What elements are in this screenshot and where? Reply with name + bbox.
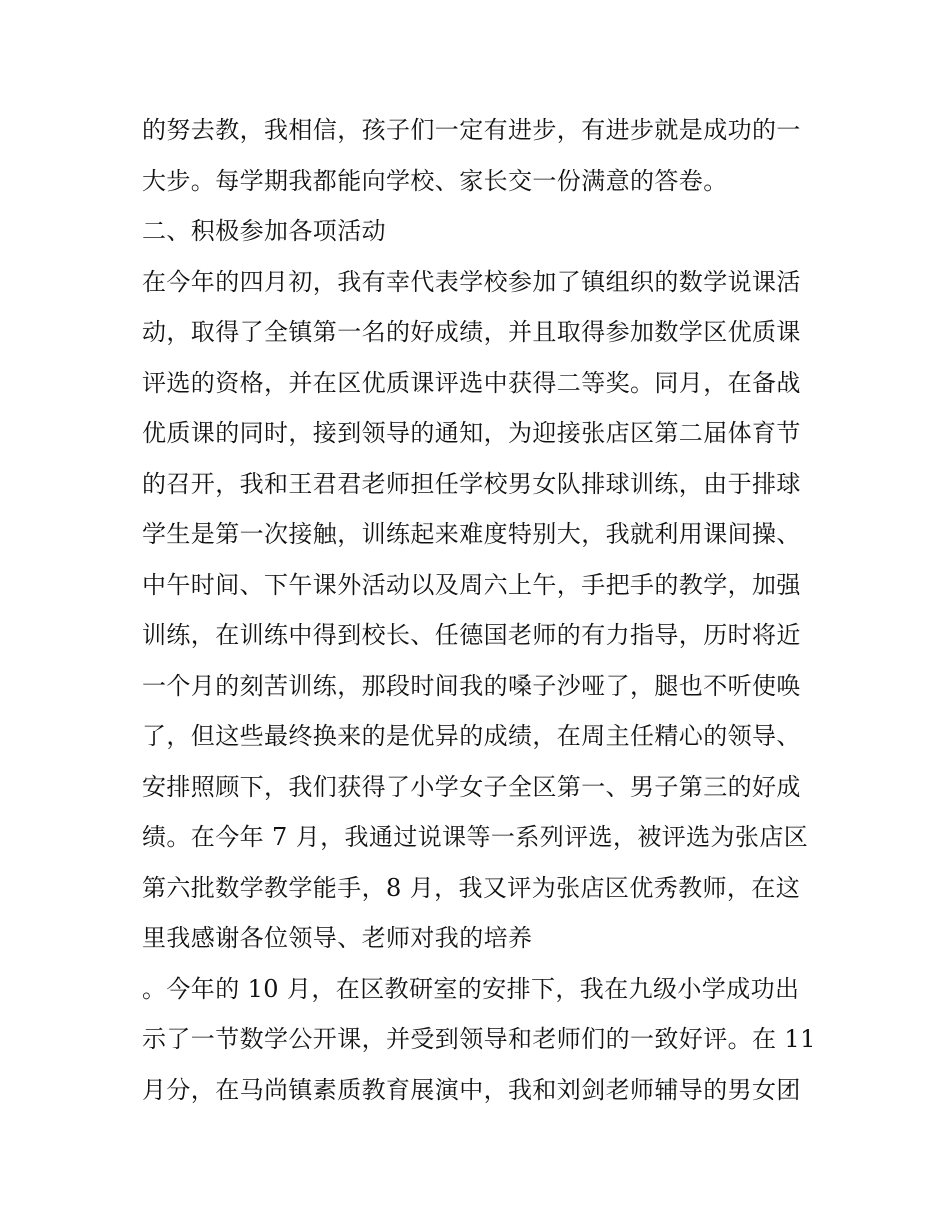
text-line: 动，取得了全镇第一名的好成绩，并且取得参加数学区优质课: [142, 318, 801, 346]
text-line: 在今年的四月初，我有幸代表学校参加了镇组织的数学说课活: [142, 267, 801, 296]
text-line: 。今年的 10 月，在区教研室的安排下，我在九级小学成功出: [142, 974, 800, 1003]
text-line: 绩。在今年 7 月，我通过说课等一系列评选，被评选为张店区: [142, 823, 809, 851]
text-line: 示了一节数学公开课，并受到领导和老师们的一致好评。在 11: [142, 1025, 816, 1053]
text-line: 评选的资格，并在区优质课评选中获得二等奖。同月，在备战: [142, 368, 801, 397]
text-line: 优质课的同时，接到领导的通知，为迎接张店区第二届体育节: [142, 419, 801, 447]
text-line: 安排照顾下，我们获得了小学女子全区第一、男子第三的好成: [142, 772, 801, 801]
text-line: 中午时间、下午课外活动以及周六上午，手把手的教学，加强: [142, 570, 801, 599]
text-line: 一个月的刻苦训练，那段时间我的嗓子沙哑了，腿也不听使唤: [142, 671, 801, 700]
text-line: 第六批数学教学能手，8 月，我又评为张店区优秀教师，在这: [142, 873, 801, 902]
text-line: 的努去教，我相信，孩子们一定有进步，有进步就是成功的一: [142, 116, 801, 144]
text-line: 训练，在训练中得到校长、任德国老师的有力指导，历时将近: [142, 621, 801, 649]
text-line: 了，但这些最终换来的是优异的成绩，在周主任精心的领导、: [142, 722, 801, 750]
text-line: 学生是第一次接触，训练起来难度特别大，我就利用课间操、: [142, 520, 801, 548]
body-text: [142, 105, 822, 1115]
text-line: 的召开，我和王君君老师担任学校男女队排球训练，由于排球: [142, 469, 801, 498]
text-line: 里我感谢各位领导、老师对我的培养: [142, 924, 533, 952]
text-line: 月分，在马尚镇素质教育展演中，我和刘剑老师辅导的男女团: [142, 1075, 801, 1104]
section-heading: 二、积极参加各项活动: [142, 217, 386, 245]
text-line: 大步。每学期我都能向学校、家长交一份满意的答卷。: [142, 166, 728, 195]
